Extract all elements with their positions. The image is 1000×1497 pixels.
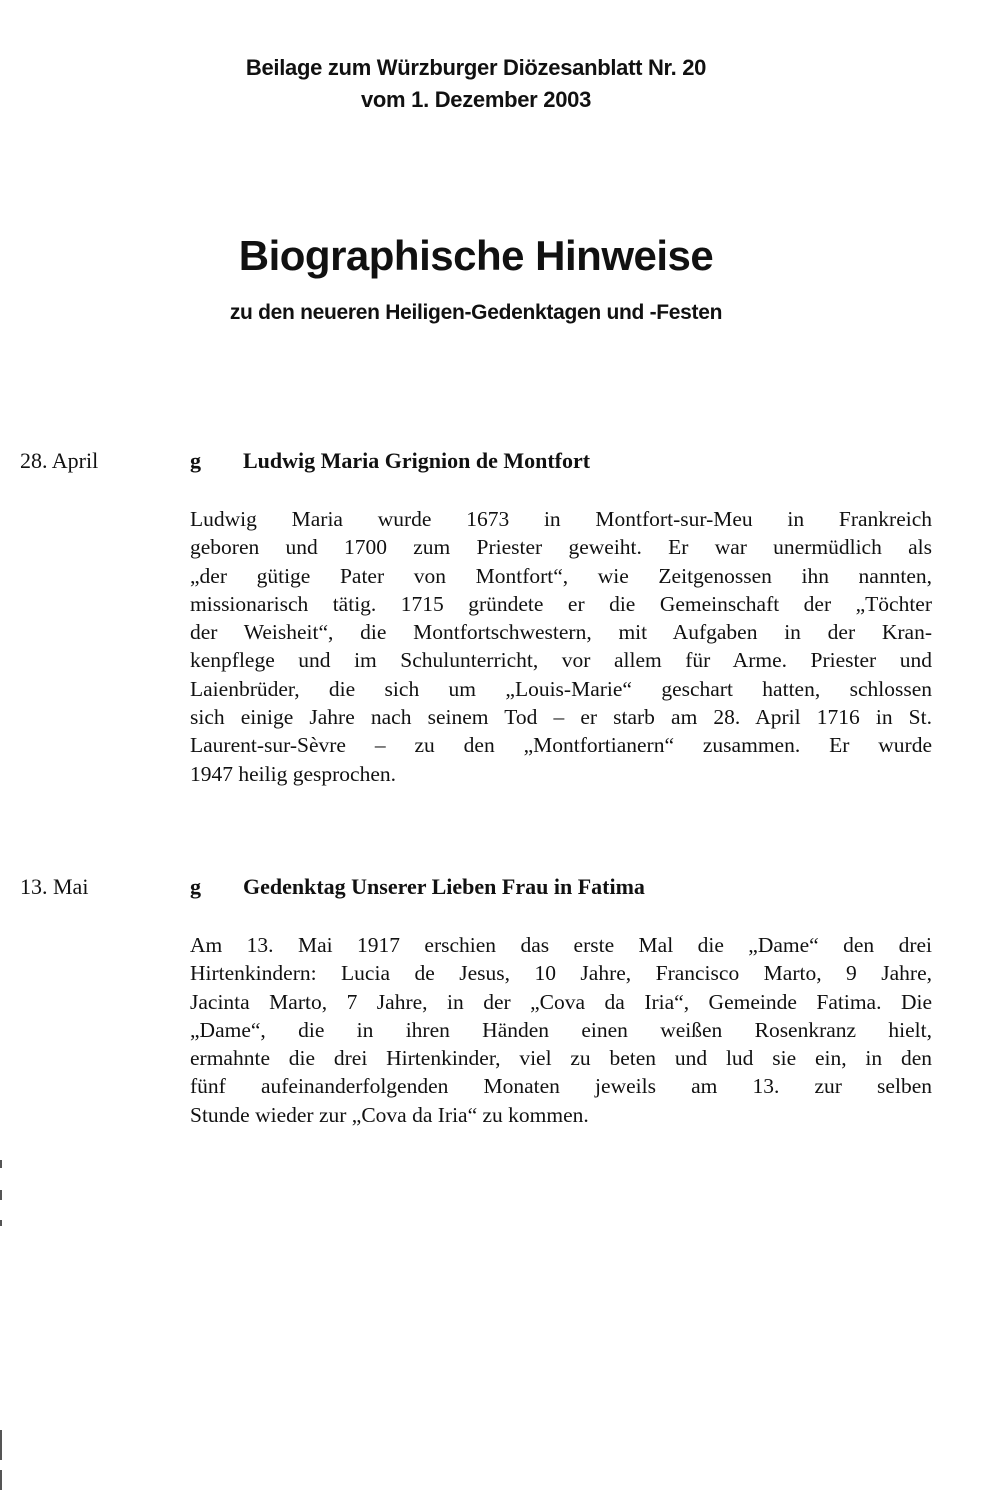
body-line: Jacinta Marto, 7 Jahre, in der „Cova da Iria“, Gemeinde Fatima. Die [190,989,932,1014]
body-line: „der gütige Pater von Montfort“, wie Zeitgenossen ihn nannten, [190,563,932,588]
header-line-2: vom 1. Dezember 2003 [360,87,592,112]
body-line: Am 13. Mai 1917 erschien das erste Mal die „Dame“ den drei [190,933,932,957]
header-line-1: Beilage zum Würzburger Diözesanblatt Nr. 20 [245,55,707,80]
scan-margin-marks [0,1150,3,1497]
body-line: Laurent-sur-Sèvre – zu den „Montfortianern“ zusammen. Er wurde [190,733,932,758]
entry-rank: g [190,448,201,473]
publication-header [0,52,952,116]
body-line: geboren und 1700 zum Priester geweiht. Er war unermüdlich als [190,535,932,560]
body-line: Laienbrüder, die sich um „Louis-Marie“ geschart hatten, schlossen [190,676,932,701]
body-line: der Weisheit“, die Montfortschwestern, mit Aufgaben in der Kran- [190,620,932,645]
body-line: „Dame“, die in ihren Händen einen weißen Rosenkranz hielt, [190,1017,932,1042]
entry-body [190,505,932,788]
entry-date: 28. April [20,448,99,473]
body-line: Ludwig Maria wurde 1673 in Montfort-sur-Meu in Frankreich [190,507,932,531]
entry-title: Ludwig Maria Grignion de Montfort [243,448,591,473]
page-title: Biographische Hinweise [238,232,714,279]
body-line: ermahnte die drei Hirtenkinder, viel zu beten und lud sie ein, in den [190,1046,932,1071]
body-line: 1947 heilig gesprochen. [190,761,396,786]
body-line: Hirtenkindern: Lucia de Jesus, 10 Jahre, Francisco Marto, 9 Jahre, [190,961,932,986]
page-subtitle: zu den neueren Heiligen-Gedenktagen und -Festen [229,301,723,324]
body-line: Stunde wieder zur „Cova da Iria“ zu kommen. [190,1102,589,1127]
body-line: kenpflege und im Schulunterricht, vor allem für Arme. Priester und [190,648,932,673]
entry-rank: g [190,874,201,899]
body-line: missionarisch tätig. 1715 gründete er die Gemeinschaft der „Töchter [190,591,932,616]
entry-date: 13. Mai [20,874,89,899]
body-line: sich einige Jahre nach seinem Tod – er starb am 28. April 1716 in St. [190,705,932,730]
entry-body [190,931,932,1129]
entry-title: Gedenktag Unserer Lieben Frau in Fatima [243,874,645,899]
body-line: fünf aufeinanderfolgenden Monaten jeweils am 13. zur selben [190,1074,932,1099]
